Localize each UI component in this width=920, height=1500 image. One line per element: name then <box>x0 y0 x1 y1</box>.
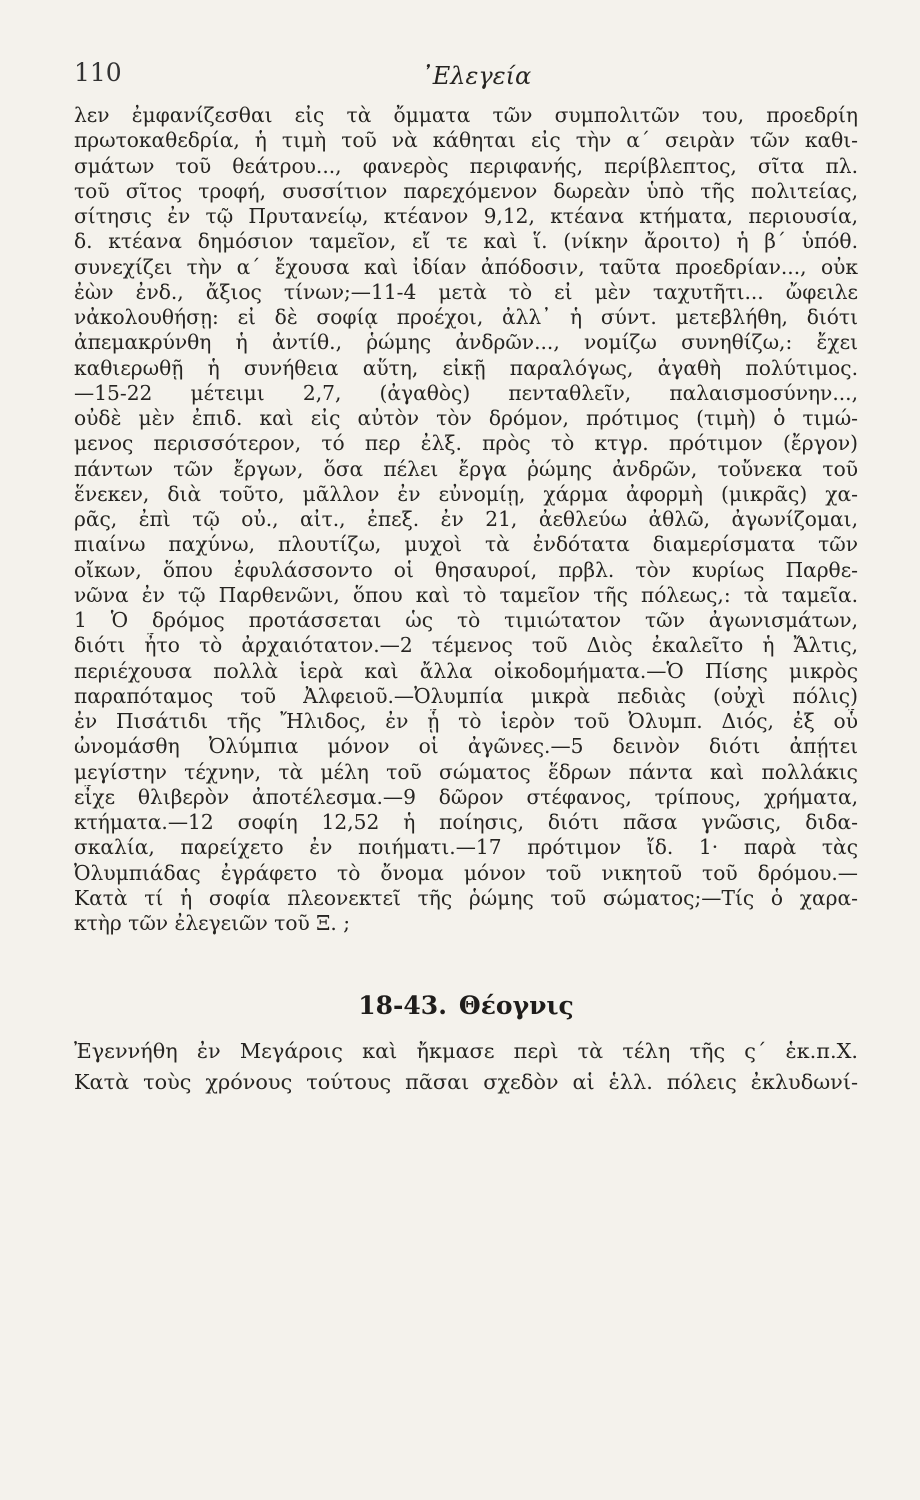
text-line: νῶνα ἐν τῷ Παρθενῶνι, ὅπου καὶ τὸ ταμεῖον τῆς πόλεως,: τὰ ταμεῖα. <box>74 582 858 607</box>
text-line: σίτησις ἐν τῷ Πρυτανείῳ, κτέανον 9,12, κτέανα κτήματα, περιουσία, <box>74 204 858 228</box>
text-line: πιαίνω παχύνω, πλουτίζω, μυχοὶ τὰ ἐνδότατα διαμερίσματα τῶν <box>74 532 858 557</box>
text-line: δ. κτέανα δημόσιον ταμεῖον, εἴ τε καὶ ἵ. (νίκην ἄροιτο) ἡ β΄ ὑπόθ. <box>74 229 858 254</box>
text-line: νἀκολουθήσῃ: εἰ δὲ σοφίᾳ προέχοι, ἀλλ᾿ ἡ σύντ. μετεβλήθη, διότι <box>74 305 858 329</box>
text-line: μεγίστην τέχνην, τὰ μέλη τοῦ σώματος ἕδρων πάντα καὶ πολλάκις <box>74 759 858 784</box>
section-body <box>74 1036 858 1098</box>
text-line: διότι ἦτο τὸ ἀρχαιότατον.—2 τέμενος τοῦ Διὸς ἐκαλεῖτο ἡ Ἄλτις, <box>74 633 858 658</box>
page-header <box>74 0 858 95</box>
text-line: καθιερωθῇ ἡ συνήθεια αὕτη, εἰκῇ παραλόγως, ἀγαθὴ πολύτιμος. <box>74 355 858 380</box>
commentary-text <box>74 103 858 936</box>
text-line: —15-22 μέτειμι 2,7, (ἀγαθὸς) πενταθλεῖν, παλαισμοσύνην..., <box>74 380 858 405</box>
text-line: ὠνομάσθη Ὀλύμπια μόνον οἱ ἀγῶνες.—5 δεινὸν διότι ἀπῄτει <box>74 734 858 759</box>
text-line: 1 Ὁ δρόμος προτάσσεται ὡς τὸ τιμιώτατον τῶν ἀγωνισμάτων, <box>74 608 858 632</box>
text-line: ἕνεκεν, διὰ τοῦτο, μᾶλλον ἐν εὐνομίῃ, χάρμα ἀφορμὴ (μικρᾶς) χα- <box>74 481 858 506</box>
text-line: ρᾶς, ἐπὶ τῷ οὐ., αἰτ., ἐπεξ. ἐν 21, ἀεθλεύω ἀθλῶ, ἀγωνίζομαι, <box>74 507 858 531</box>
section-number: 18-43. <box>358 991 447 1021</box>
text-line: ἐὼν ἐνδ., ἄξιος τίνων;—11-4 μετὰ τὸ εἰ μὲν ταχυτῆτι... ὤφειλε <box>74 279 858 304</box>
text-line: Κατὰ τί ἡ σοφία πλεονεκτεῖ τῆς ῥώμης τοῦ σώματος;—Τίς ὁ χαρα- <box>74 885 858 910</box>
text-line: ἀπεμακρύνθη ἡ ἀντίθ., ῥώμης ἀνδρῶν..., νομίζω συνηθίζω,: ἔχει <box>74 330 858 355</box>
running-title: ᾿Ελεγεία <box>420 62 532 90</box>
text-line: ἐν Πισάτιδι τῆς Ἤλιδος, ἐν ᾗ τὸ ἱερὸν τοῦ Ὀλυμπ. Διός, ἐξ οὗ <box>74 709 858 733</box>
text-line: εἶχε θλιβερὸν ἀποτέλεσμα.—9 δῶρον στέφανος, τρίπους, χρήματα, <box>74 784 858 809</box>
text-line: σκαλία, παρείχετο ἐν ποιήματι.—17 πρότιμον ἴδ. 1· παρὰ τὰς <box>74 835 858 860</box>
text-line: παραπόταμος τοῦ Ἀλφειοῦ.—Ὀλυμπία μικρὰ πεδιὰς (οὐχὶ πόλις) <box>74 683 858 708</box>
text-line: τοῦ σῖτος τροφή, συσσίτιον παρεχόμενον δωρεὰν ὑπὸ τῆς πολιτείας, <box>74 178 858 203</box>
text-line: λεν ἐμφανίζεσθαι εἰς τὰ ὄμματα τῶν συμπολιτῶν του, προεδρίη <box>74 103 858 127</box>
text-line: κτήματα.—12 σοφίη 12,52 ἡ ποίησις, διότι πᾶσα γνῶσις, διδα- <box>74 810 858 834</box>
text-line: πάντων τῶν ἔργων, ὅσα πέλει ἔργα ῥώμης ἀνδρῶν, τοὔνεκα τοῦ <box>74 456 858 481</box>
page-number: 110 <box>74 58 122 87</box>
text-line: μενος περισσότερον, τό περ ἐλξ. πρὸς τὸ κτγρ. πρότιμον (ἔργον) <box>74 431 858 456</box>
text-line: οἴκων, ὅπου ἐφυλάσσοντο οἱ θησαυροί, πρβλ. τὸν κυρίως Παρθε- <box>74 557 858 582</box>
text-line: σμάτων τοῦ θεάτρου..., φανερὸς περιφανής, περίβλεπτος, σῖτα πλ. <box>74 153 858 178</box>
text-line: Κατὰ τοὺς χρόνους τούτους πᾶσαι σχεδὸν αἱ ἑλλ. πόλεις ἐκλυδωνί- <box>74 1070 858 1095</box>
text-line: πρωτοκαθεδρία, ἡ τιμὴ τοῦ νὰ κάθηται εἰς τὴν α΄ σειρὰν τῶν καθι- <box>74 128 858 153</box>
text-line: περιέχουσα πολλὰ ἱερὰ καὶ ἄλλα οἰκοδομήματα.—Ὁ Πίσης μικρὸς <box>74 658 858 683</box>
text-line: Ὀλυμπιάδας ἐγράφετο τὸ ὄνομα μόνον τοῦ νικητοῦ τοῦ δρόμου.— <box>74 860 858 885</box>
section-title: Θέογνις <box>458 991 574 1021</box>
text-line: Ἐγεννήθη ἐν Μεγάροις καὶ ἤκμασε περὶ τὰ τέλη τῆς ς΄ ἑκ.π.Χ. <box>74 1039 858 1064</box>
text-line: κτὴρ τῶν ἐλεγειῶν τοῦ Ξ. ; <box>74 911 351 935</box>
text-line: συνεχίζει τὴν α΄ ἔχουσα καὶ ἰδίαν ἀπόδοσιν, ταῦτα προεδρίαν..., οὐκ <box>74 254 858 279</box>
text-line: οὐδὲ μὲν ἐπιδ. καὶ εἰς αὐτὸν τὸν δρόμον, πρότιμος (τιμὴ) ὁ τιμώ- <box>74 406 858 430</box>
section-heading <box>74 984 858 1028</box>
